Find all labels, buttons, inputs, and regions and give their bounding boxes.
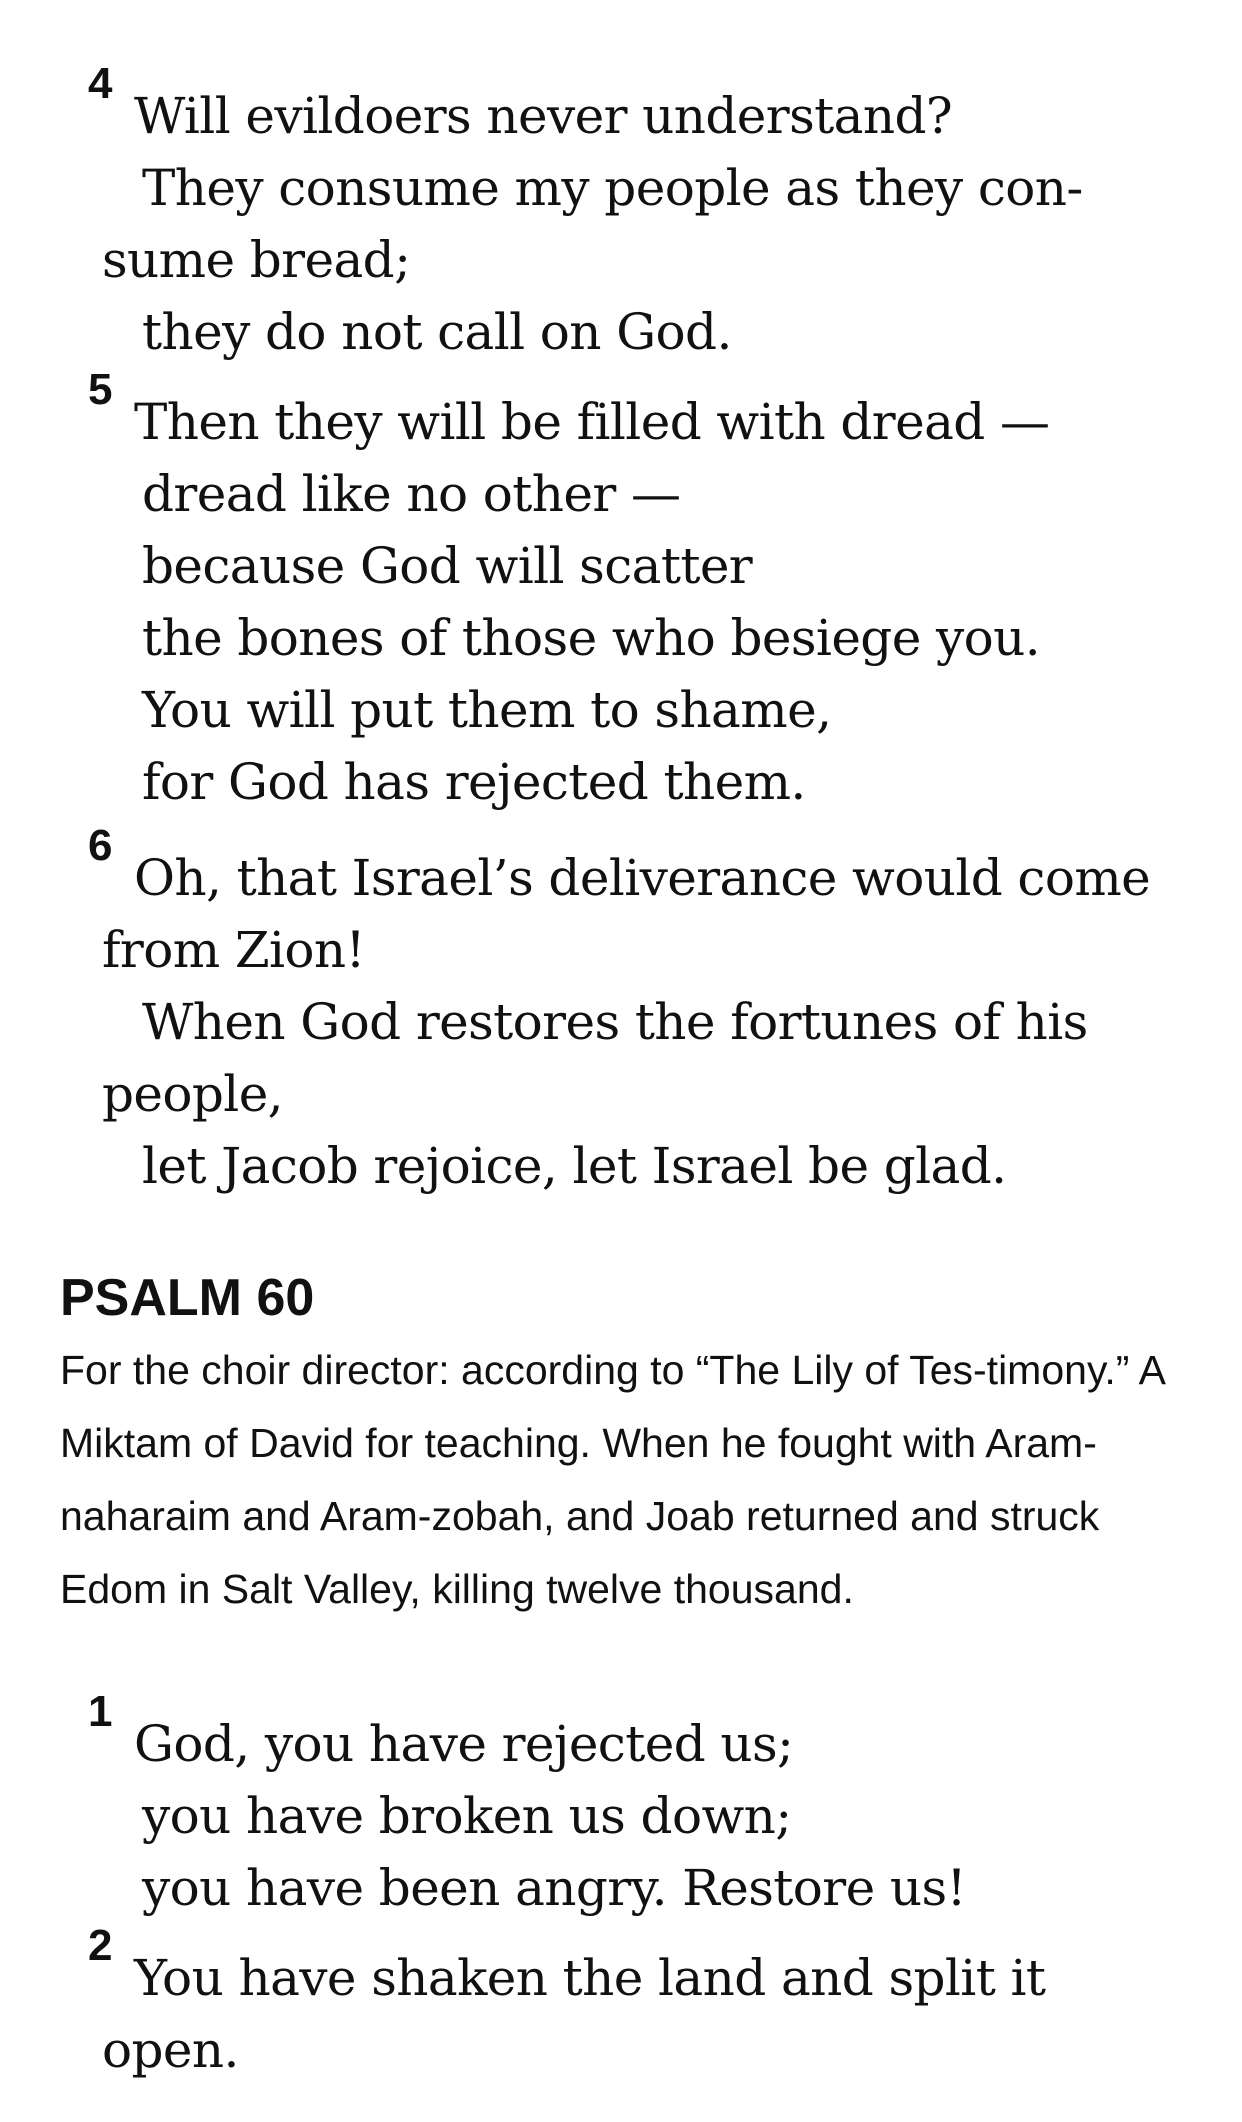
verse-line: dread like no other — xyxy=(142,465,681,523)
verse-line: because God will scatter xyxy=(142,537,753,595)
verse-line: God, you have rejected us; xyxy=(134,1715,794,1773)
verse-line: sume bread; xyxy=(102,231,411,289)
psalm-heading: PSALM 60 xyxy=(60,1269,315,1327)
verse-line: the bones of those who besiege you. xyxy=(142,609,1041,667)
verse-number: 2 xyxy=(88,1921,113,1970)
verse-number: 4 xyxy=(88,59,113,108)
verse-number: 5 xyxy=(88,365,113,414)
verse-line: When God restores the fortunes of his xyxy=(142,993,1088,1051)
verse-line: they do not call on God. xyxy=(142,303,732,361)
verse-line: let Jacob rejoice, let Israel be glad. xyxy=(142,1137,1007,1195)
verse-number: 1 xyxy=(88,1687,113,1736)
verse-line: you have broken us down; xyxy=(142,1787,792,1845)
psalm-superscription: For the choir director: according to “The Lily of Tes-timony.” A Miktam of David for teaching. When he fought with Aram-naharaim and Aram-zobah, and Joab returned and struck Edom in Salt Valley, killing twelve thousand. xyxy=(60,1347,1164,1612)
verse-number: 6 xyxy=(88,821,113,870)
verse-line: They consume my people as they con- xyxy=(142,159,1083,217)
verse-line: You have shaken the land and split it xyxy=(134,1949,1046,2007)
verse-line: people, xyxy=(102,1065,283,1123)
verse-line: You will put them to shame, xyxy=(142,681,832,739)
verse-line: you have been angry. Restore us! xyxy=(142,1859,967,1917)
verse-line: Then they will be filled with dread — xyxy=(134,393,1050,451)
verse-line: Oh, that Israel’s deliverance would come xyxy=(134,849,1151,907)
verse-line: for God has rejected them. xyxy=(142,753,806,811)
verse-line: Will evildoers never understand? xyxy=(134,87,953,145)
verse-line: from Zion! xyxy=(102,921,365,979)
verse-line: open. xyxy=(102,2021,239,2079)
